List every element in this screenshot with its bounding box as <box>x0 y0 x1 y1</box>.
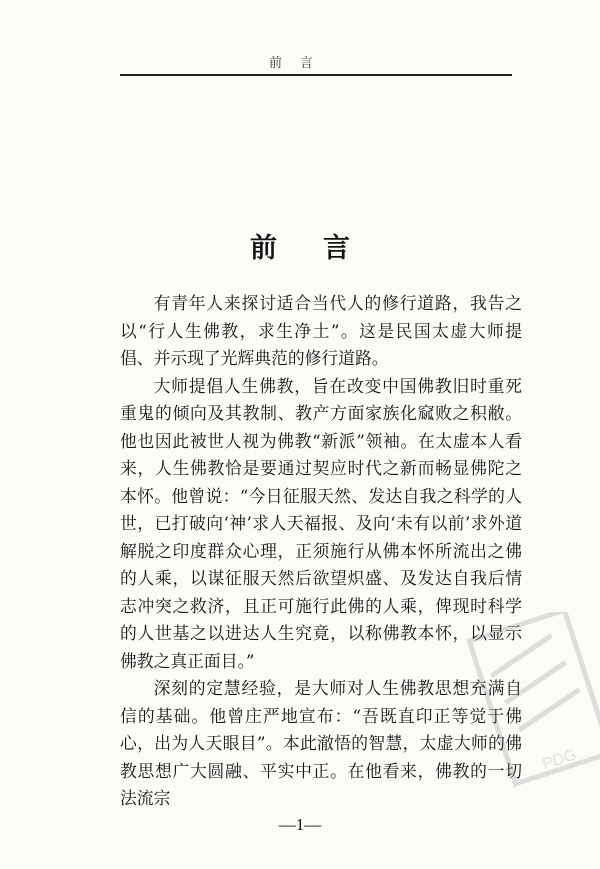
paragraph: 大师提倡人生佛教，旨在改变中国佛教旧时重死重鬼的倾向及其教制、教产方面家族化窳败之积敝。他也因此被世人视为佛教“新派”领袖。在太虚本人看来，人生佛教恰是要通过契应时代之新而畅显佛陀之本怀。他曾说：“今日征服天然、发达自我之科学的人世，已打破向‘神’求人天福报、及向‘未有以前’求外道解脱之印度群众心理，正须施行从佛本怀所流出之佛的人乘，以谋征服天然后欲望炽盛、及发达自我后情志冲突之救济，且正可施行此佛的人乘，俾现时科学的人世基之以进达人生究竟，以称佛教本怀，以显示佛教之真正面目。” <box>120 375 522 671</box>
chapter-title: 前言 <box>250 233 396 264</box>
body-text <box>120 290 522 813</box>
running-head: 前言 <box>268 56 331 71</box>
paragraph: 深刻的定慧经验，是大师对人生佛教思想充满自信的基础。他曾庄严地宣布：“吾既直印正等觉于佛心，出为人天眼目”。本此澈悟的智慧，太虚大师的佛教思想广大圆融、平实中正。在他看来，佛教的一切法流宗 <box>120 678 522 808</box>
page-number: —1— <box>278 815 322 834</box>
watermark-label: PDG <box>540 746 579 774</box>
paragraph: 有青年人来探讨适合当代人的修行道路，我告之以“行人生佛教，求生净土”。这是民国太虚大师提倡、并示现了光辉典范的修行道路。 <box>120 293 522 368</box>
header-rule <box>120 74 512 76</box>
